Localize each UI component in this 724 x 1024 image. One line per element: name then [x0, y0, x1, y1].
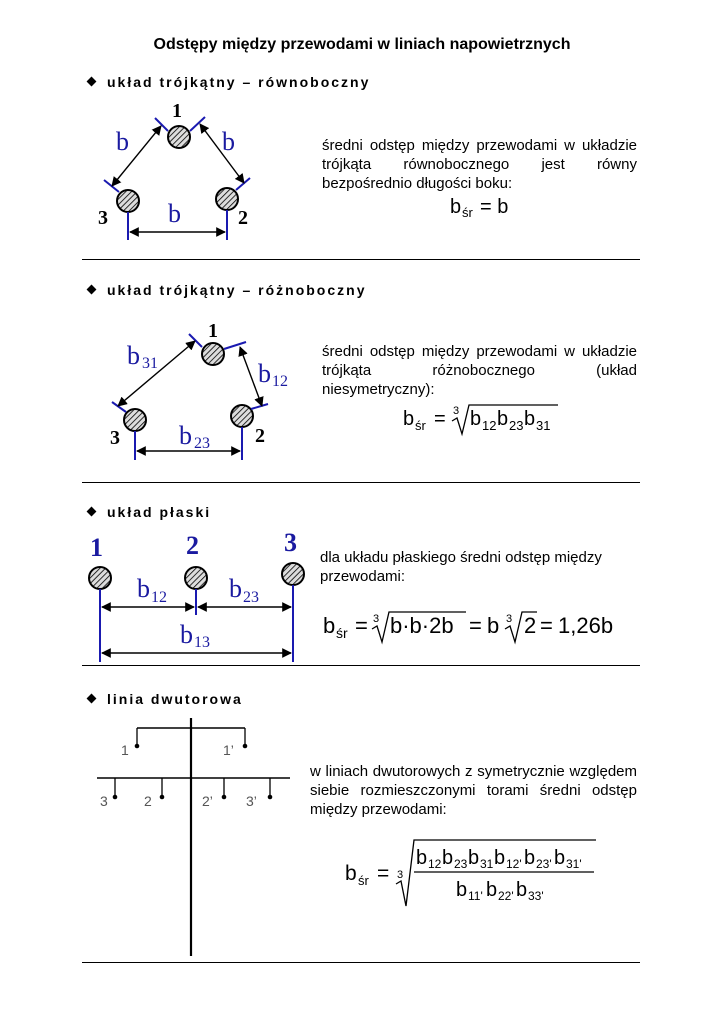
svg-text:b: b: [229, 574, 242, 603]
label-2-prime: 2’: [202, 793, 213, 809]
svg-text:b: b: [323, 613, 336, 638]
svg-text:b: b: [470, 408, 482, 430]
svg-text:b: b: [524, 408, 536, 430]
svg-text:31: 31: [480, 857, 494, 871]
svg-text:b: b: [494, 847, 506, 869]
svg-text:b·b·2b: b·b·2b: [390, 613, 454, 638]
svg-text:=: =: [434, 408, 446, 430]
svg-text:śr: śr: [462, 205, 473, 220]
svg-text:śr: śr: [358, 873, 369, 888]
svg-text:3: 3: [506, 613, 513, 625]
label-n3: 3: [98, 207, 108, 229]
svg-text:b: b: [403, 408, 415, 430]
svg-text:= b: = b: [480, 196, 509, 218]
svg-text:=: =: [469, 613, 482, 638]
svg-text:31: 31: [142, 355, 158, 372]
svg-text:23: 23: [194, 435, 210, 452]
label-n3: 3: [284, 528, 297, 557]
svg-text:b: b: [450, 196, 462, 218]
svg-text:śr: śr: [415, 418, 426, 433]
svg-text:12: 12: [482, 418, 497, 433]
svg-text:3: 3: [373, 613, 380, 625]
svg-text:b: b: [442, 847, 454, 869]
description-equilateral: średni odstęp między przewodami w układzie trójkąta równobocznego jest równy bezpośrednio długości boku:: [322, 137, 637, 192]
divider: [82, 962, 640, 963]
svg-text:=: =: [355, 613, 368, 638]
label-side-a: b: [116, 127, 129, 156]
svg-text:2: 2: [524, 613, 537, 638]
heading-text: układ trójkątny – różnoboczny: [107, 282, 367, 298]
svg-text:23: 23: [454, 857, 468, 871]
label-side-b: b: [222, 127, 235, 156]
svg-text:śr: śr: [336, 625, 348, 641]
svg-text:13: 13: [194, 634, 210, 651]
label-3-prime: 3’: [246, 793, 257, 809]
label-1: 1: [121, 742, 129, 758]
svg-text:1,26b: 1,26b: [558, 613, 614, 638]
svg-text:b: b: [497, 408, 509, 430]
svg-text:b: b: [516, 879, 528, 901]
svg-text:12: 12: [151, 589, 167, 606]
heading-text: linia dwutorowa: [107, 691, 243, 707]
svg-text:12': 12': [506, 857, 522, 871]
description-flat: dla układu płaskiego średni odstęp między przewodami:: [320, 549, 602, 585]
svg-text:=: =: [377, 862, 390, 885]
svg-text:b: b: [554, 847, 566, 869]
svg-text:b: b: [486, 879, 498, 901]
label-n2: 2: [186, 531, 199, 560]
svg-text:b: b: [179, 421, 192, 450]
label-3: 3: [100, 793, 108, 809]
label-n3: 3: [110, 427, 120, 449]
svg-text:b: b: [456, 879, 468, 901]
label-2: 2: [144, 793, 152, 809]
svg-text:b: b: [137, 574, 150, 603]
svg-text:=: =: [540, 613, 553, 638]
svg-text:b: b: [416, 847, 428, 869]
heading-text: układ płaski: [107, 504, 212, 520]
heading-text: układ trójkątny – równoboczny: [107, 74, 371, 90]
label-n2: 2: [238, 207, 248, 229]
svg-text:b: b: [524, 847, 536, 869]
svg-text:23: 23: [243, 589, 259, 606]
svg-text:11': 11': [468, 889, 483, 903]
svg-text:b: b: [258, 359, 271, 388]
svg-text:31': 31': [566, 857, 582, 871]
svg-text:3: 3: [453, 405, 460, 417]
formula-double-circuit: [345, 840, 596, 906]
svg-text:b: b: [487, 613, 500, 638]
svg-text:3: 3: [397, 869, 404, 881]
page-title: Odstępy między przewodami w liniach napowietrznych: [153, 36, 571, 53]
svg-text:23': 23': [536, 857, 552, 871]
label-n1: 1: [90, 533, 103, 562]
label-n1: 1: [172, 100, 182, 122]
label-1-prime: 1’: [223, 742, 234, 758]
svg-text:b: b: [180, 620, 193, 649]
label-side-c: b: [168, 199, 181, 228]
svg-text:12: 12: [272, 373, 288, 390]
svg-text:12: 12: [428, 857, 442, 871]
label-n1: 1: [208, 320, 218, 342]
svg-text:b: b: [345, 862, 357, 885]
label-n2: 2: [255, 425, 265, 447]
svg-text:b: b: [468, 847, 480, 869]
description-double-circuit: w liniach dwutorowych z symetrycznie względem siebie rozmieszczonymi torami średni odstęp między przewodami:: [310, 763, 637, 818]
svg-text:b: b: [127, 341, 140, 370]
svg-text:31: 31: [536, 418, 551, 433]
svg-text:22': 22': [498, 889, 514, 903]
svg-text:23: 23: [509, 418, 524, 433]
svg-text:33': 33': [528, 889, 544, 903]
description-scalene: średni odstęp między przewodami w układzie trójkąta różnobocznego (układ niesymetryczny):: [322, 343, 637, 398]
